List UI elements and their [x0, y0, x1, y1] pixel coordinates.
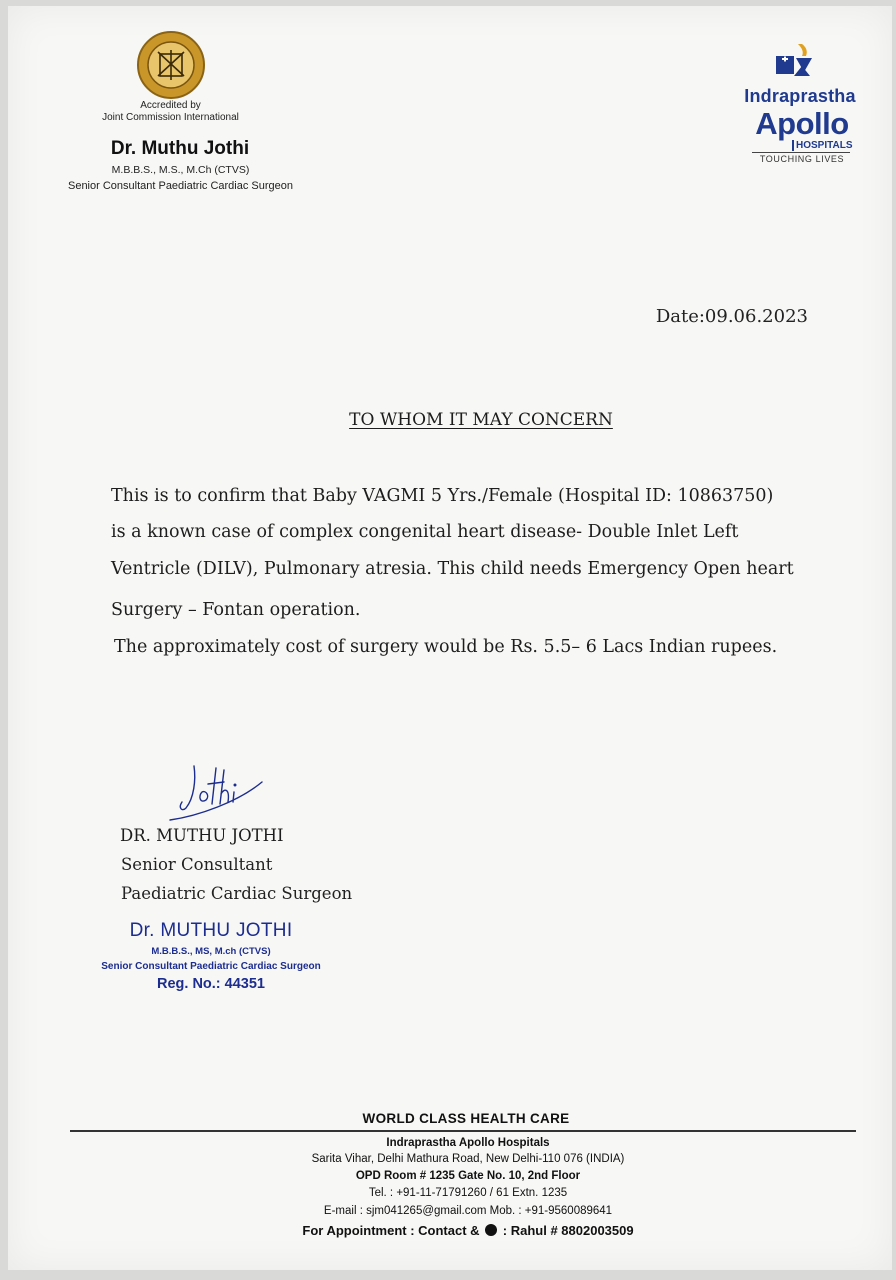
footer-opd: OPD Room # 1235 Gate No. 10, 2nd Floor: [355, 1170, 581, 1182]
signatory-title-1: Senior Consultant: [121, 855, 273, 874]
letter-date: Date:09.06.2023: [655, 306, 808, 327]
letter-subject: TO WHOM IT MAY CONCERN: [349, 410, 613, 430]
footer-hospital: Indraprastha Apollo Hospitals: [386, 1137, 550, 1149]
appointment-suffix: : Rahul # 8802003509: [502, 1223, 634, 1238]
logo-text-hospitals: HOSPITALS: [792, 140, 856, 151]
body-line: is a known case of complex congenital heart disease- Double Inlet Left: [111, 522, 739, 542]
accreditation-line2: Joint Commission International: [102, 112, 239, 123]
signatory-name: DR. MUTHU JOTHI: [120, 826, 284, 845]
body-line: Ventricle (DILV), Pulmonary atresia. This child needs Emergency Open heart: [111, 559, 794, 579]
footer-email: E-mail : sjm041265@gmail.com Mob. : +91-9560089641: [323, 1205, 613, 1217]
footer-appointment: [228, 1224, 708, 1238]
header-qualifications: M.B.B.S., M.S., M.Ch (CTVS): [111, 164, 250, 176]
body-line: Surgery – Fontan operation.: [111, 600, 361, 620]
footer-address: Sarita Vihar, Delhi Mathura Road, New Delhi-110 076 (INDIA): [311, 1153, 625, 1165]
footer-heading: WORLD CLASS HEALTH CARE: [362, 1111, 570, 1126]
whatsapp-icon: [485, 1224, 497, 1236]
body-line: The approximately cost of surgery would be Rs. 5.5– 6 Lacs Indian rupees.: [114, 637, 778, 657]
accreditation-line1: Accredited by: [140, 100, 201, 111]
logo-text-indraprastha: Indraprastha: [744, 86, 856, 106]
accreditation-text: [68, 100, 273, 124]
header-doctor-name: Dr. Muthu Jothi: [110, 138, 250, 159]
jci-seal-icon: [136, 30, 206, 100]
stamp-reg-number: Reg. No.: 44351: [157, 976, 265, 992]
logo-text-apollo: Apollo: [755, 106, 849, 141]
appointment-prefix: For Appointment : Contact &: [302, 1223, 480, 1238]
letter-page: [8, 6, 892, 1270]
header-designation: Senior Consultant Paediatric Cardiac Surgeon: [67, 180, 294, 192]
footer-divider: [70, 1130, 856, 1132]
apollo-logo-icon: [768, 42, 824, 88]
stamp-name: Dr. MUTHU JOTHI: [129, 920, 293, 941]
stamp-designation: Senior Consultant Paediatric Cardiac Surgeon: [101, 961, 321, 972]
signatory-title-2: Paediatric Cardiac Surgeon: [121, 884, 353, 903]
footer-telephone: Tel. : +91-11-71791260 / 61 Extn. 1235: [368, 1187, 568, 1199]
logo-divider: [752, 152, 850, 153]
body-line: This is to confirm that Baby VAGMI 5 Yrs./Female (Hospital ID: 10863750): [111, 486, 774, 506]
stamp-qualifications: M.B.B.S., MS, M.ch (CTVS): [151, 946, 271, 957]
handwritten-signature-icon: [158, 758, 278, 828]
logo-tagline: TOUCHING LIVES: [759, 154, 845, 164]
